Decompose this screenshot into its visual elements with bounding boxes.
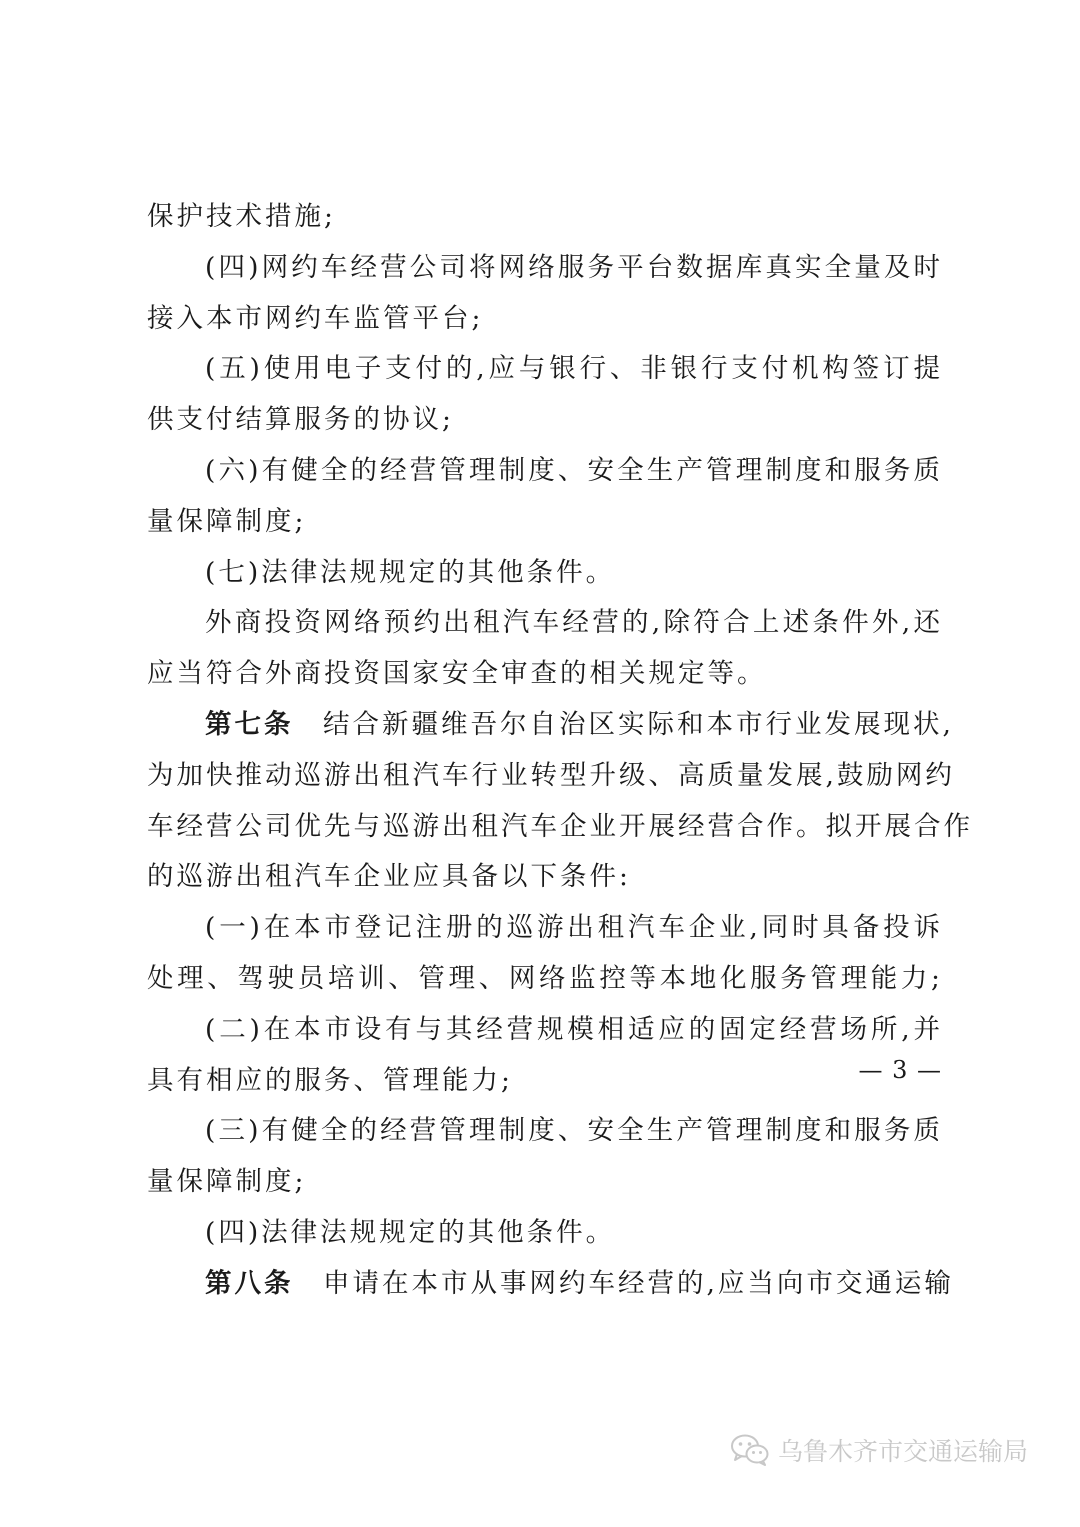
text-line bbox=[147, 192, 943, 243]
line-text: 量保障制度; bbox=[147, 1166, 307, 1198]
text-line bbox=[147, 395, 943, 446]
text-line bbox=[147, 446, 943, 497]
text-line bbox=[147, 751, 955, 802]
article-heading: 第八条 bbox=[205, 1267, 294, 1299]
line-text: 为加快推动巡游出租汽车行业转型升级、高质量发展,鼓励网约 bbox=[147, 759, 955, 791]
line-text: 结合新疆维吾尔自治区实际和本市行业发展现状, bbox=[293, 708, 954, 740]
wechat-icon bbox=[730, 1433, 770, 1467]
text-line bbox=[147, 802, 973, 853]
text-line bbox=[147, 1259, 954, 1310]
text-line bbox=[147, 1157, 943, 1208]
line-text: 接入本市网约车监管平台; bbox=[147, 302, 484, 334]
text-line bbox=[147, 903, 943, 954]
line-text: (四)法律法规规定的其他条件。 bbox=[205, 1216, 616, 1248]
line-text: 应当符合外商投资国家安全审查的相关规定等。 bbox=[147, 658, 767, 690]
line-text: (二)在本市设有与其经营规模相适应的固定经营场所,并 bbox=[205, 1013, 943, 1045]
text-line bbox=[147, 1106, 943, 1157]
line-text: 的巡游出租汽车企业应具备以下条件: bbox=[147, 861, 631, 893]
text-line bbox=[147, 1056, 943, 1107]
text-line bbox=[147, 700, 954, 751]
text-line bbox=[147, 649, 943, 700]
line-text: 量保障制度; bbox=[147, 505, 307, 537]
line-text: 车经营公司优先与巡游出租汽车企业开展经营合作。拟开展合作 bbox=[147, 810, 973, 842]
page-number: — 3 — bbox=[858, 1056, 942, 1084]
text-line bbox=[147, 344, 943, 395]
text-line bbox=[147, 1005, 943, 1056]
line-text: 处理、驾驶员培训、管理、网络监控等本地化服务管理能力; bbox=[147, 962, 943, 994]
watermark-text: 乌鲁木齐市交通运输局 bbox=[778, 1437, 1029, 1466]
text-line bbox=[147, 548, 943, 599]
line-text: (六)有健全的经营管理制度、安全生产管理制度和服务质 bbox=[205, 454, 943, 486]
text-line bbox=[147, 243, 943, 294]
text-line bbox=[147, 497, 943, 548]
line-text: (四)网约车经营公司将网络服务平台数据库真实全量及时 bbox=[205, 251, 943, 283]
line-text: 具有相应的服务、管理能力; bbox=[147, 1064, 513, 1096]
text-line bbox=[147, 852, 943, 903]
line-text: 保护技术措施; bbox=[147, 201, 336, 232]
article-heading: 第七条 bbox=[205, 708, 294, 740]
document-body bbox=[147, 192, 973, 1310]
line-text: 供支付结算服务的协议; bbox=[147, 404, 454, 436]
line-text: (三)有健全的经营管理制度、安全生产管理制度和服务质 bbox=[205, 1115, 943, 1147]
line-text: 申请在本市从事网约车经营的,应当向市交通运输 bbox=[293, 1267, 954, 1299]
text-line bbox=[147, 1208, 943, 1259]
line-text: (五)使用电子支付的,应与银行、非银行支付机构签订提 bbox=[205, 353, 943, 385]
line-text: (七)法律法规规定的其他条件。 bbox=[205, 556, 616, 588]
text-line bbox=[147, 954, 943, 1005]
text-line bbox=[147, 598, 943, 649]
line-text: (一)在本市登记注册的巡游出租汽车企业,同时具备投诉 bbox=[205, 912, 943, 944]
line-text: 外商投资网络预约出租汽车经营的,除符合上述条件外,还 bbox=[205, 607, 943, 639]
text-line bbox=[147, 294, 943, 345]
watermark bbox=[730, 1432, 1028, 1468]
